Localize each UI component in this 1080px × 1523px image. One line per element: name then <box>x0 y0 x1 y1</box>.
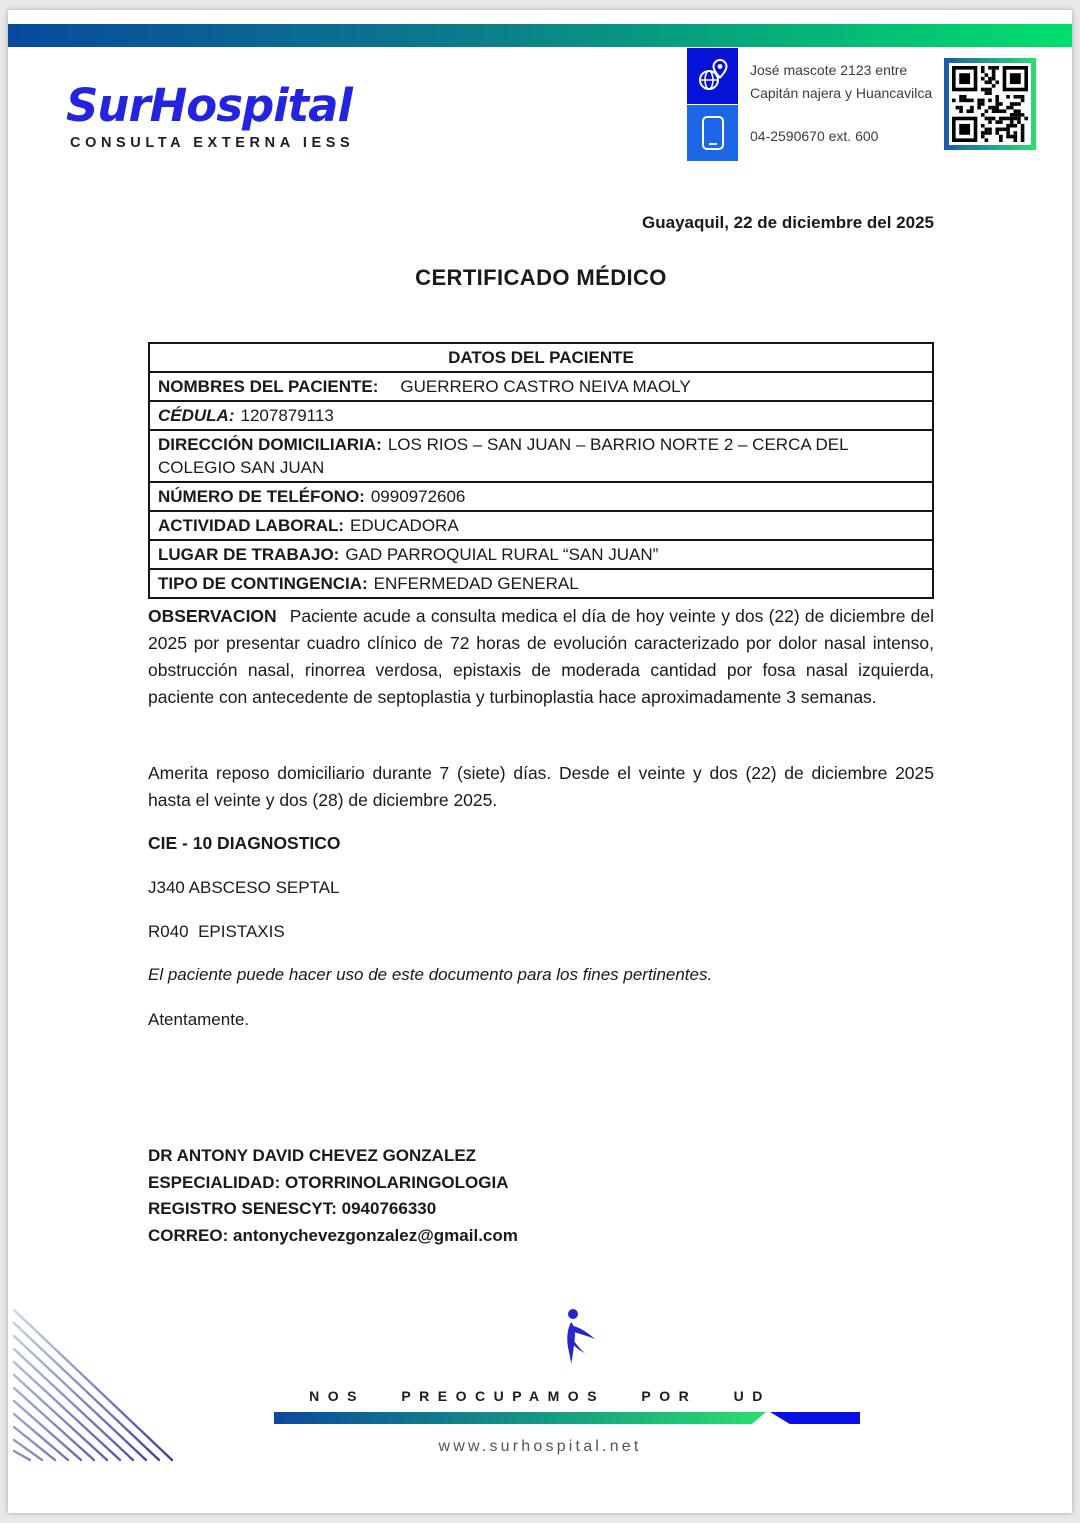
row-label: DIRECCIÓN DOMICILIARIA: <box>158 435 382 454</box>
logo-text: SurHospital <box>66 79 352 132</box>
row-value: LOS RIOS – SAN JUAN – BARRIO NORTE 2 – CERCA DEL COLEGIO SAN JUAN <box>158 435 848 477</box>
observation-text: Paciente acude a consulta medica el día de hoy veinte y dos (22) de diciembre del 2025 por presentar cuadro clínico de 72 horas de evolución caracterizado por dolor nasal intenso, obstrucción nasal, rinorrea verdosa, epistaxis de moderada cantidad por fosa nasal izquierda, paciente con antecedente de septoplastia y turbinoplastia hace aproximadamente 3 semanas. <box>148 606 934 707</box>
doctor-block <box>148 1143 934 1249</box>
leaping-person-icon <box>549 1308 601 1366</box>
footer-blue-bar <box>770 1412 860 1424</box>
salutation: Atentamente. <box>148 1010 250 1029</box>
location-pin-icon <box>696 58 730 94</box>
diagonal-lines-decoration <box>12 1298 204 1468</box>
observation-paragraph <box>148 603 934 711</box>
table-row <box>149 482 933 511</box>
certificate-page <box>8 10 1072 1513</box>
row-label: CÉDULA: <box>158 406 235 425</box>
doctor-specialty: ESPECIALIDAD: OTORRINOLARINGOLOGIA <box>148 1172 509 1192</box>
row-value: EDUCADORA <box>350 516 459 535</box>
row-label: NÚMERO DE TELÉFONO: <box>158 487 365 506</box>
usage-note: El paciente puede hacer uso de este documento para los fines pertinentes. <box>148 965 713 984</box>
row-value: 0990972606 <box>370 487 466 506</box>
location-tile <box>687 48 738 104</box>
website-url: www.surhospital.net <box>438 1438 642 1455</box>
footer-slogan: NOS PREOCUPAMOS POR UD <box>309 1388 771 1404</box>
row-label: TIPO DE CONTINGENCIA: <box>158 574 368 593</box>
row-label: NOMBRES DEL PACIENTE: <box>158 377 379 396</box>
row-label: LUGAR DE TRABAJO: <box>158 545 340 564</box>
phone-icon <box>701 115 725 151</box>
qr-code <box>944 58 1036 150</box>
header-gradient-bar <box>8 24 1072 47</box>
table-row <box>149 511 933 540</box>
row-label: ACTIVIDAD LABORAL: <box>158 516 345 535</box>
address-line-2: Capitán najera y Huancavilca <box>750 85 933 101</box>
table-row <box>149 401 933 430</box>
row-value: GUERRERO CASTRO NEIVA MAOLY <box>400 377 691 396</box>
row-value: 1207879113 <box>240 406 334 425</box>
doctor-email: CORREO: antonychevezgonzalez@gmail.com <box>148 1225 518 1245</box>
rest-paragraph: Amerita reposo domiciliario durante 7 (siete) días. Desde el veinte y dos (22) de diciembre 2025 hasta el veinte y dos (28) de diciembre 2025. <box>148 763 934 810</box>
table-header: DATOS DEL PACIENTE <box>149 343 933 372</box>
table-row <box>149 569 933 598</box>
logo-tagline: CONSULTA EXTERNA IESS <box>70 135 355 151</box>
table-row <box>149 540 933 569</box>
row-value: GAD PARROQUIAL RURAL “SAN JUAN” <box>345 545 659 564</box>
page-title: CERTIFICADO MÉDICO <box>415 265 667 290</box>
phone-tile <box>687 105 738 161</box>
brand-logo <box>66 79 355 151</box>
diagnosis-item: J340 ABSCESO SEPTAL <box>148 878 340 897</box>
observation-label: OBSERVACION <box>148 606 277 626</box>
diagnosis-item: R040 EPISTAXIS <box>148 922 285 941</box>
patient-data-table <box>148 342 934 599</box>
row-value: ENFERMEDAD GENERAL <box>373 574 579 593</box>
date-line: Guayaquil, 22 de diciembre del 2025 <box>642 213 934 232</box>
table-row <box>149 430 933 482</box>
address-line-1: José mascote 2123 entre <box>750 62 908 78</box>
doctor-name: DR ANTONY DAVID CHEVEZ GONZALEZ <box>148 1146 477 1165</box>
phone-number: 04-2590670 ext. 600 <box>750 128 879 144</box>
doctor-registry: REGISTRO SENESCYT: 0940766330 <box>148 1199 437 1218</box>
footer-gradient-bar <box>274 1412 766 1424</box>
table-row <box>149 372 933 401</box>
diagnosis-heading: CIE - 10 DIAGNOSTICO <box>148 833 341 853</box>
